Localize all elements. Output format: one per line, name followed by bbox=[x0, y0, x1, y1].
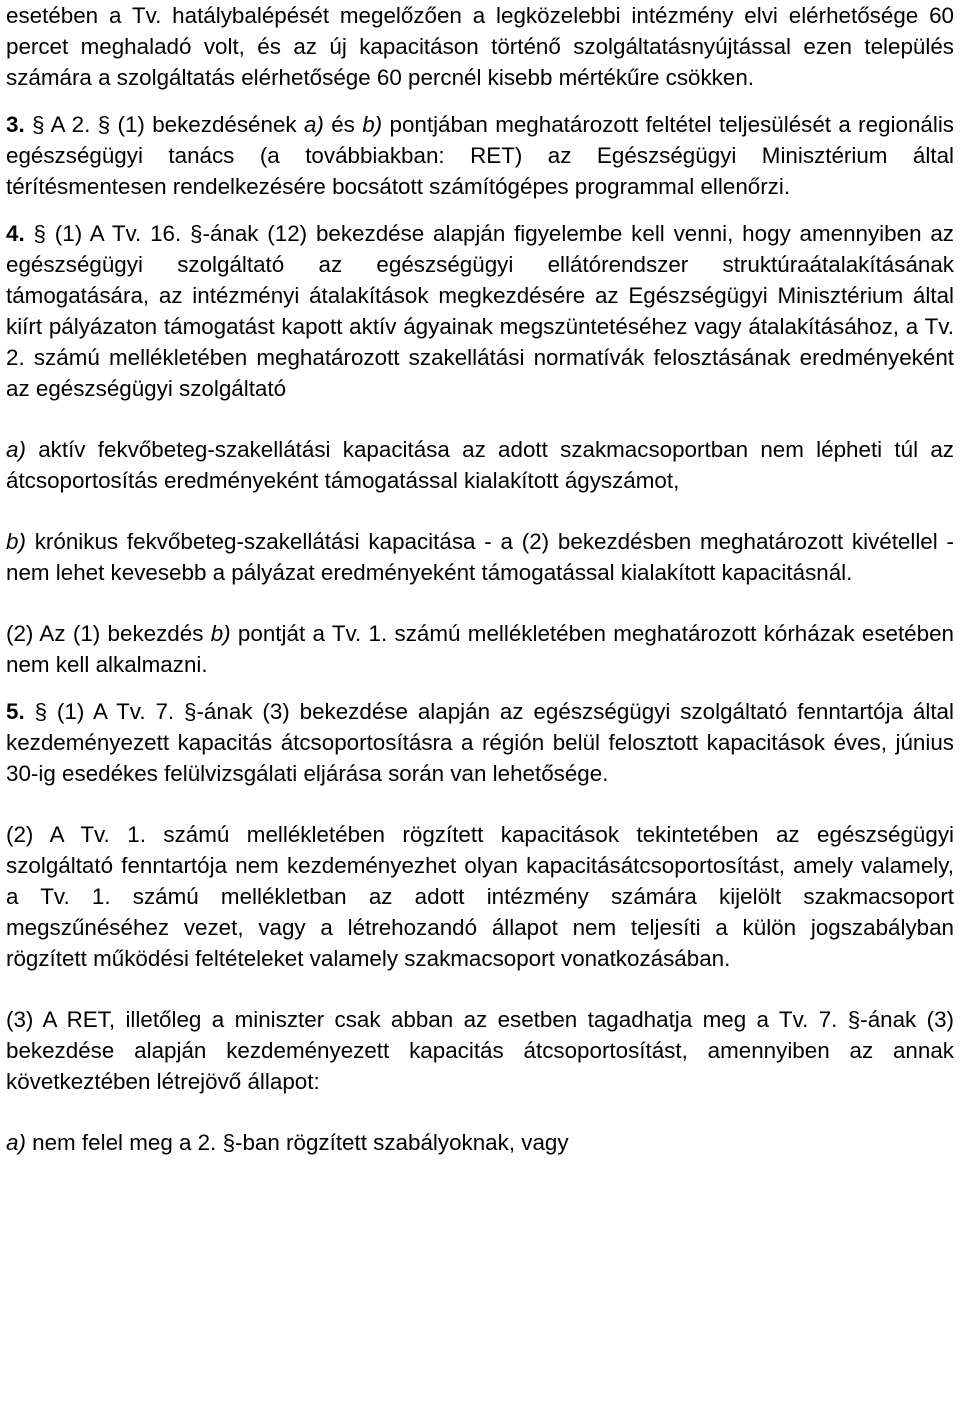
section-sign-icon: § bbox=[97, 112, 111, 137]
section-sign-icon: § bbox=[33, 221, 46, 246]
section-3-text-d: pontjában meghatározott feltétel teljesülését a regionális egészségügyi tanács (a továbbiakban: RET) az Egészségügyi Minisztérium által térítésmentesen rendelkezésére bocsátott számítógépes programmal ellenőrzi. bbox=[6, 112, 954, 199]
point-a-label: a) bbox=[6, 1130, 26, 1155]
paragraph-intro bbox=[6, 0, 954, 93]
section-3-text-a: A 2. bbox=[44, 112, 98, 137]
point-b-text: krónikus fekvőbeteg-szakellátási kapacitása - a (2) bekezdésben meghatározott kivétellel - nem lehet kevesebb a pályázat eredményeként támogatással kialakított kapacitásnál. bbox=[6, 529, 954, 585]
section-5-point-a bbox=[6, 1127, 954, 1158]
section-sign-icon: § bbox=[190, 221, 203, 246]
section-5-p3-text-a: (3) A RET, illetőleg a miniszter csak abban az esetben tagadhatja meg a Tv. 7. bbox=[6, 1007, 848, 1032]
section-4-p2-text-a: (2) Az (1) bekezdés bbox=[6, 621, 211, 646]
section-number: 4. bbox=[6, 221, 25, 246]
section-4-point-a bbox=[6, 434, 954, 496]
point-a-text: nem felel meg a 2. bbox=[25, 1130, 223, 1155]
section-5-text-b: -ának (3) bekezdése alapján az egészségügyi szolgáltató fenntartója által kezdeményezett kapacitás átcsoportosításra a régión belül felosztott kapacitások éves, június 30-ig esedékes felülvizsgálati eljárása során van lehetősége. bbox=[6, 699, 954, 786]
section-number: 5. bbox=[6, 699, 25, 724]
point-b-label: b) bbox=[210, 621, 231, 646]
section-sign-icon: § bbox=[847, 1007, 861, 1032]
section-sign-icon: § bbox=[34, 699, 48, 724]
point-a-text-2: -ban rögzített szabályoknak, vagy bbox=[235, 1130, 569, 1155]
section-4-para-1 bbox=[6, 218, 954, 404]
section-4-p2-text-b: pontját a Tv. 1. számú mellékletében meghatározott kórházak esetében nem kell alkalmazni. bbox=[6, 621, 954, 677]
section-3-text-b: (1) bekezdésének bbox=[110, 112, 304, 137]
point-b-label: b) bbox=[6, 529, 26, 554]
section-5-text-a: (1) A Tv. 7. bbox=[47, 699, 185, 724]
section-4-text-a: (1) A Tv. 16. bbox=[45, 221, 191, 246]
section-sign-icon: § bbox=[32, 112, 45, 137]
section-5-para-1 bbox=[6, 696, 954, 789]
section-sign-icon: § bbox=[222, 1130, 236, 1155]
section-5-p2-text: (2) A Tv. 1. számú mellékletében rögzített kapacitások tekintetében az egészségügyi szolgáltató fenntartója nem kezdeményezhet olyan kapacitásátcsoportosítást, amely valamely, a Tv. 1. számú mellékletban az adott intézmény számára kijelölt szakmacsoport megszűnéséhez vezet, vagy a létrehozandó állapot nem teljesíti a külön jogszabályban rögzített működési feltételeket valamely szakmacsoport vonatkozásában. bbox=[6, 822, 954, 971]
point-a-text: aktív fekvőbeteg-szakellátási kapacitása az adott szakmacsoportban nem lépheti túl az átcsoportosítás eredményeként támogatással kialakított ágyszámot, bbox=[6, 437, 954, 493]
section-3-text-c: és bbox=[323, 112, 363, 137]
section-3 bbox=[6, 109, 954, 202]
section-5-para-3 bbox=[6, 1004, 954, 1097]
document-page bbox=[6, 0, 954, 1158]
section-4-para-2 bbox=[6, 618, 954, 680]
point-b-label: b) bbox=[362, 112, 383, 137]
section-sign-icon: § bbox=[184, 699, 197, 724]
section-4-text-b: -ának (12) bekezdése alapján figyelembe kell venni, hogy amennyiben az egészségügyi szolgáltató az egészségügyi ellátórendszer struktúraátalakításának támogatására, az intézményi átalakítások megkezdésére az Egészségügyi Minisztérium által kiírt pályázaton támogatást kapott aktív ágyainak megszüntetéséhez vagy átalakításához, a Tv. 2. számú mellékletében meghatározott szakellátási normatívák felosztásának eredményeként az egészségügyi szolgáltató bbox=[6, 221, 954, 401]
section-4-point-b bbox=[6, 526, 954, 588]
intro-text: esetében a Tv. hatálybalépését megelőzően a legközelebbi intézmény elvi elérhetősége 60 percet meghaladó volt, és az új kapacitáson történő szolgáltatásnyújtással ezen település számára a szolgáltatás elérhetősége 60 percnél kisebb mértékűre csökken. bbox=[6, 3, 954, 90]
section-5-p3-text-b: -ának (3) bekezdése alapján kezdeményezett kapacitás átcsoportosítást, amennyiben az annak következtében létrejövő állapot: bbox=[6, 1007, 954, 1094]
section-5-para-2 bbox=[6, 819, 954, 974]
section-number: 3. bbox=[6, 112, 25, 137]
point-a-label: a) bbox=[303, 112, 324, 137]
point-a-label: a) bbox=[6, 437, 26, 462]
